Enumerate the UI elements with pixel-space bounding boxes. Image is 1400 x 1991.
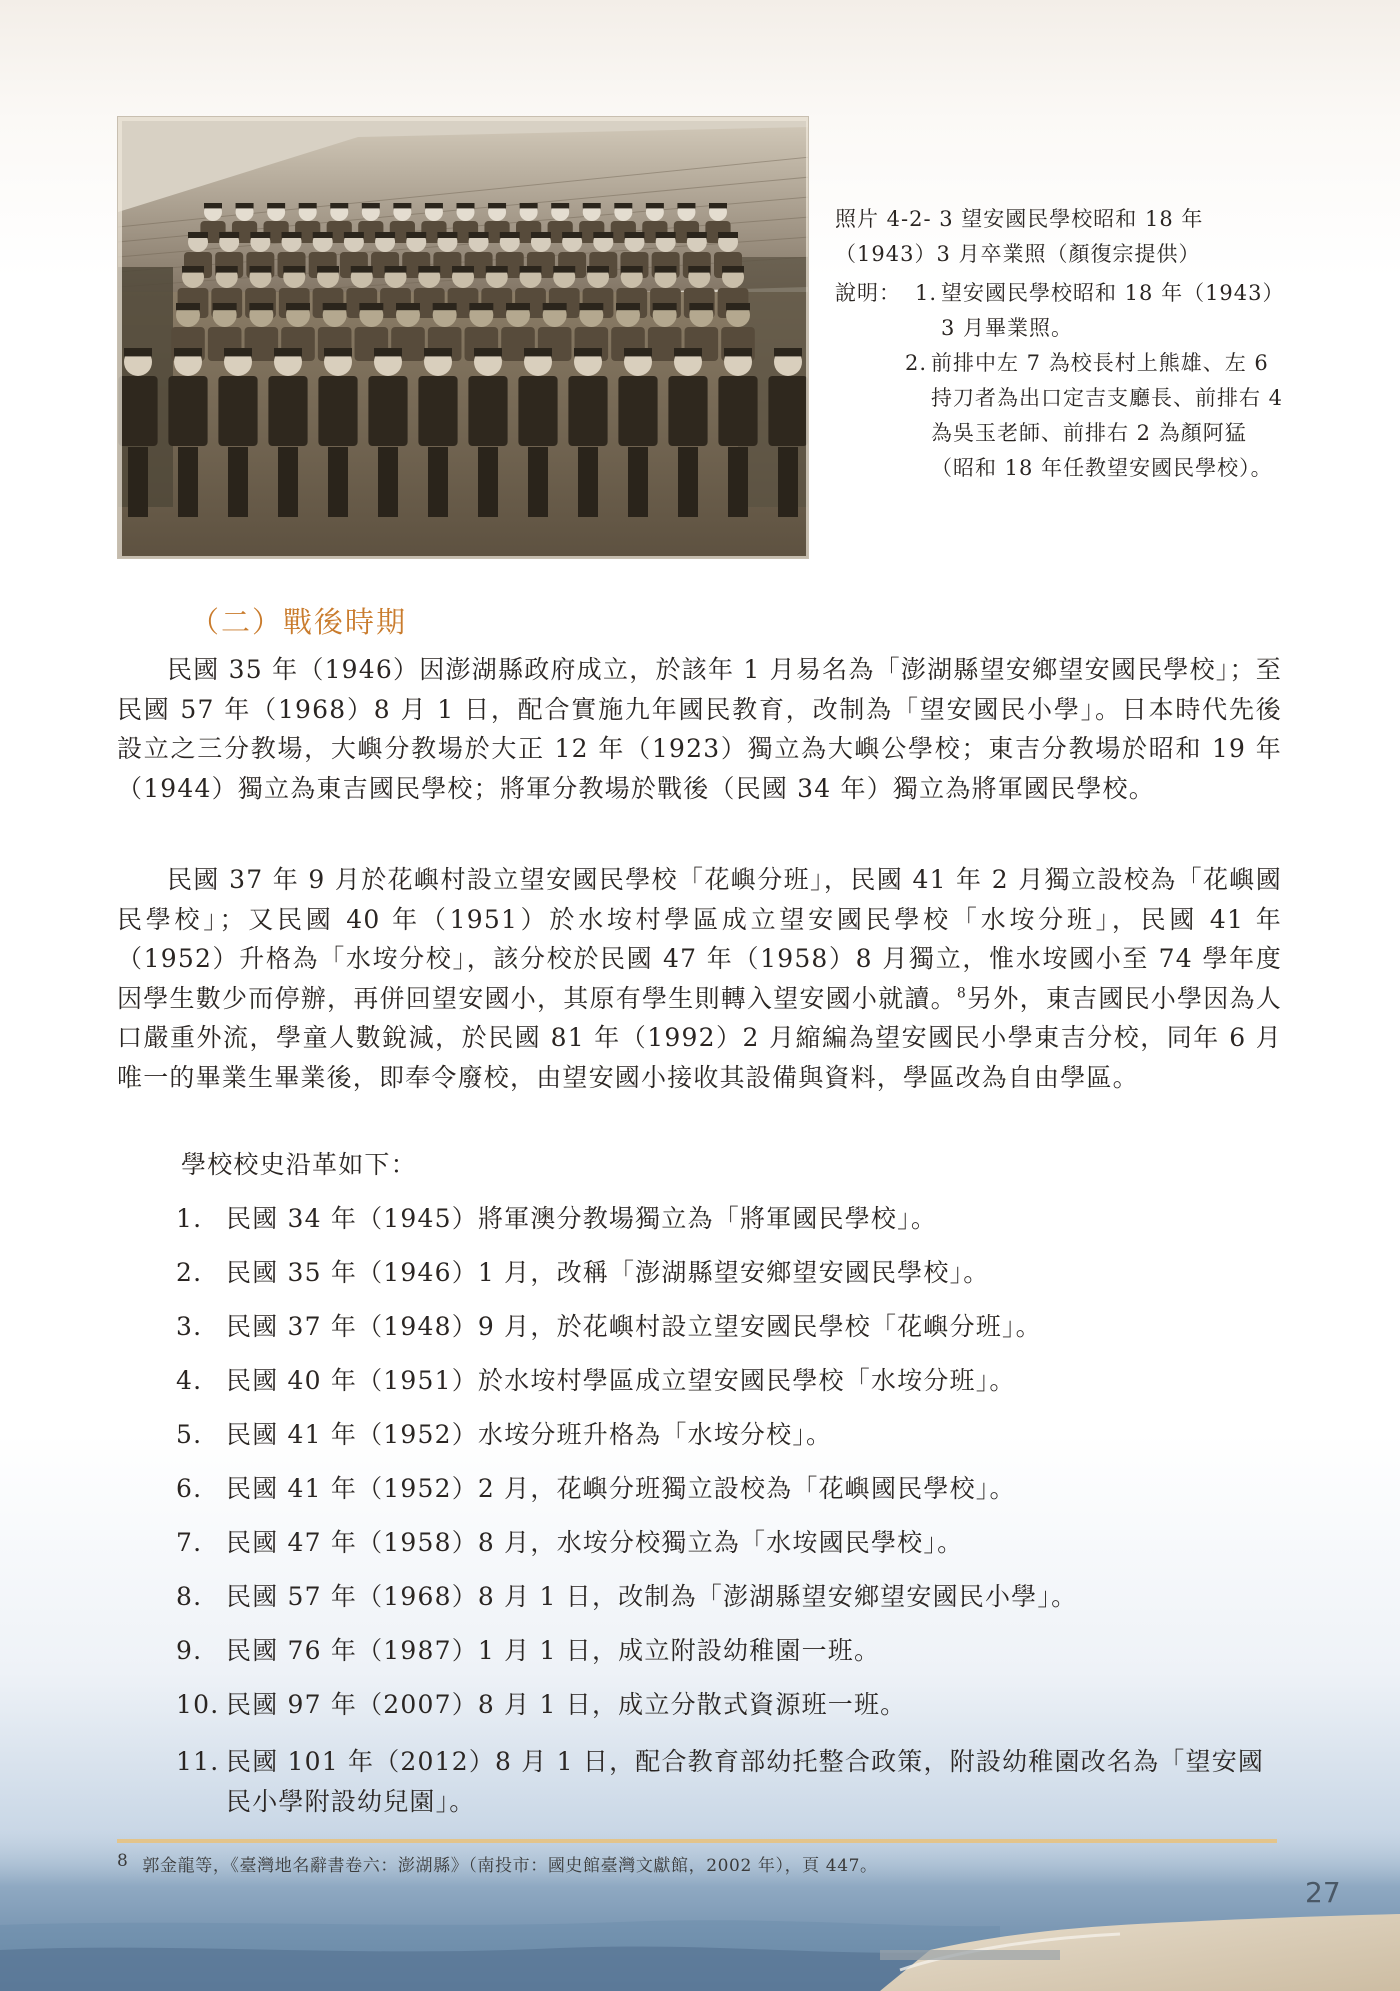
paragraph-text: 民國 37 年 9 月於花嶼村設立望安國民學校「花嶼分班」，民國 41 年 2 月獨立設校為「花嶼國民學校」；又民國 40 年（1951）於水垵村學區成立望安國民學校「水垵分班」，民國 41 年（1952）升格為「水垵分校」，該分校於民國 47 年（1958）8 月獨立，惟水垵國小至 74 學年度因學生數少而停辦，再併回望安國小，其原有學生則轉入望安國小就讀。 bbox=[117, 865, 1282, 1013]
history-intro: 學校校史沿革如下： bbox=[181, 1150, 417, 1179]
list-item-text: 民國 76 年（1987）1 月 1 日，成立附設幼稚園一班。 bbox=[226, 1636, 881, 1665]
list-item-text: 民國 57 年（1968）8 月 1 日，改制為「澎湖縣望安鄉望安國民小學」。 bbox=[226, 1582, 1078, 1611]
photo-caption bbox=[835, 202, 1285, 486]
list-item-number: 9. bbox=[176, 1636, 203, 1665]
paragraph-text: 另外，東吉國民小學因為人口嚴重外流，學童人數銳減，於民國 81 年（1992）2 月縮編為望安國民小學東吉分校，同年 6 月唯一的畢業生畢業後，即奉令廢校，由望安國小接收其設備與資料，學區改為自由學區。 bbox=[117, 983, 1282, 1092]
caption-item-text: 前排中左 7 為校長村上熊雄、左 6 持刀者為出口定吉支廳長、前排右 4 為吳玉老師、前排右 2 為顏阿猛（昭和 18 年任教望安國民學校）。 bbox=[931, 351, 1284, 480]
caption-label: 說明： bbox=[835, 281, 901, 305]
list-item-number: 7. bbox=[176, 1528, 203, 1557]
list-item-number: 1. bbox=[176, 1204, 203, 1233]
list-item bbox=[176, 1358, 1286, 1412]
list-item-number: 2. bbox=[176, 1258, 203, 1287]
graduation-photo-drawing bbox=[118, 117, 809, 559]
list-item-text: 民國 97 年（2007）8 月 1 日，成立分散式資源班一班。 bbox=[226, 1690, 907, 1719]
list-item-number: 11. bbox=[176, 1747, 220, 1776]
caption-item-number: 2. bbox=[904, 351, 927, 375]
page-number: 27 bbox=[1305, 1876, 1341, 1909]
section-heading: （二）戰後時期 bbox=[190, 605, 408, 639]
caption-item bbox=[901, 276, 1285, 346]
list-item bbox=[176, 1574, 1286, 1628]
list-item-text: 民國 41 年（1952）2 月，花嶼分班獨立設校為「花嶼國民學校」。 bbox=[226, 1474, 1016, 1503]
list-item bbox=[176, 1196, 1286, 1250]
list-item bbox=[176, 1520, 1286, 1574]
list-item bbox=[176, 1250, 1286, 1304]
graduation-photo bbox=[117, 116, 809, 559]
list-item-number: 4. bbox=[176, 1366, 203, 1395]
list-item-number: 6. bbox=[176, 1474, 203, 1503]
footnote-number: 8 bbox=[117, 1851, 129, 1871]
list-item bbox=[176, 1412, 1286, 1466]
list-item-text: 民國 35 年（1946）1 月，改稱「澎湖縣望安鄉望安國民學校」。 bbox=[226, 1258, 990, 1287]
list-item-number: 5. bbox=[176, 1420, 203, 1449]
caption-item-number: 1. bbox=[914, 281, 937, 305]
list-item-number: 10. bbox=[176, 1690, 220, 1719]
list-item bbox=[176, 1628, 1286, 1682]
footnote-divider bbox=[117, 1839, 1277, 1843]
footnote bbox=[117, 1851, 1277, 1876]
paragraph: 民國 35 年（1946）因澎湖縣政府成立，於該年 1 月易名為「澎湖縣望安鄉望安國民學校」；至民國 57 年（1968）8 月 1 日，配合實施九年國民教育，改制為「望安國民小學」。日本時代先後設立之三分教場，大嶼分教場於大正 12 年（1923）獨立為大嶼公學校；東吉分教場於昭和 19 年（1944）獨立為東吉國民學校；將軍分教場於戰後（民國 34 年）獨立為將軍國民學校。 bbox=[117, 655, 1282, 803]
list-item-number: 3. bbox=[176, 1312, 203, 1341]
caption-item-text: 望安國民學校昭和 18 年（1943）3 月畢業照。 bbox=[941, 281, 1285, 340]
list-item bbox=[176, 1304, 1286, 1358]
caption-item bbox=[891, 346, 1285, 486]
history-list bbox=[176, 1196, 1286, 1822]
caption-title: 照片 4-2- 3 望安國民學校昭和 18 年（1943）3 月卒業照（顏復宗提供） bbox=[835, 207, 1204, 266]
list-item bbox=[176, 1742, 1286, 1822]
list-item-number: 8. bbox=[176, 1582, 203, 1611]
list-item bbox=[176, 1466, 1286, 1520]
footnote-text: 郭金龍等，《臺灣地名辭書卷六：澎湖縣》（南投市：國史館臺灣文獻館，2002 年），頁 447。 bbox=[142, 1856, 878, 1876]
footnote-reference: 8 bbox=[956, 985, 968, 1002]
list-item-text: 民國 101 年（2012）8 月 1 日，配合教育部幼托整合政策，附設幼稚園改名為「望安國民小學附設幼兒園」。 bbox=[226, 1747, 1265, 1816]
list-item-text: 民國 41 年（1952）水垵分班升格為「水垵分校」。 bbox=[226, 1420, 833, 1449]
list-item-text: 民國 37 年（1948）9 月，於花嶼村設立望安國民學校「花嶼分班」。 bbox=[226, 1312, 1042, 1341]
list-item-text: 民國 47 年（1958）8 月，水垵分校獨立為「水垵國民學校」。 bbox=[226, 1528, 964, 1557]
list-item-text: 民國 34 年（1945）將軍澳分教場獨立為「將軍國民學校」。 bbox=[226, 1204, 938, 1233]
list-item bbox=[176, 1682, 1286, 1736]
paragraph bbox=[117, 860, 1282, 1097]
list-item-text: 民國 40 年（1951）於水垵村學區成立望安國民學校「水垵分班」。 bbox=[226, 1366, 1016, 1395]
